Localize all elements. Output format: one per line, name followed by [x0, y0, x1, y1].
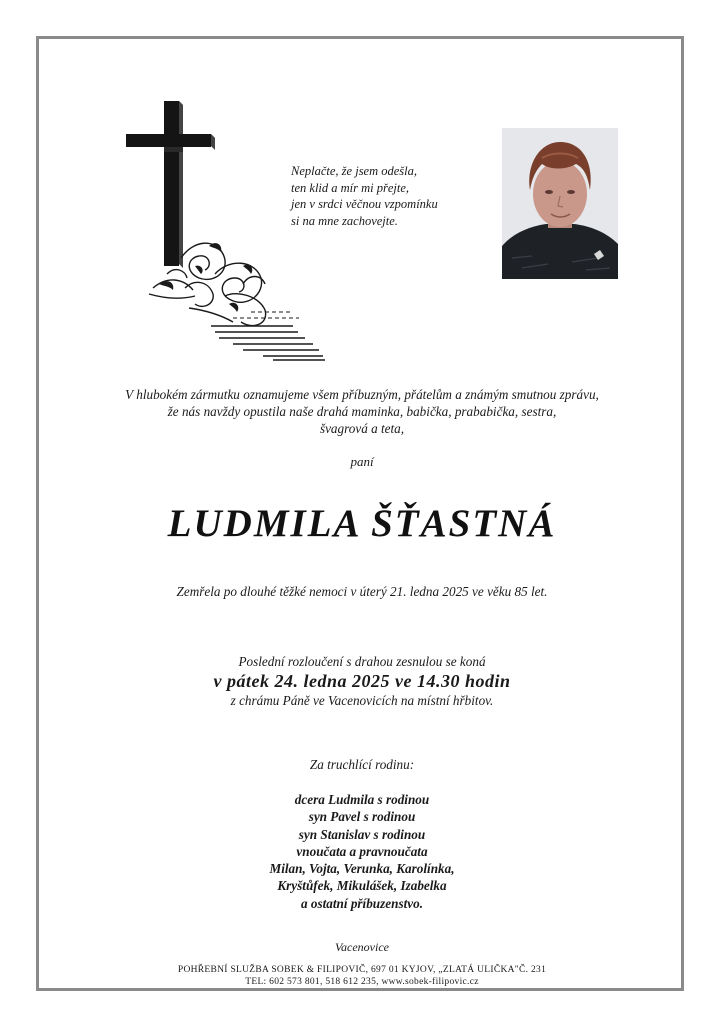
mourner-line: vnoučata a pravnoučata	[296, 843, 428, 859]
mourner-line: a ostatní příbuzenstvo.	[300, 895, 423, 911]
announcement-line: že nás navždy opustila naše drahá maminka, babička, prababička, sestra,	[167, 404, 557, 419]
mourner-line: Milan, Vojta, Verunka, Karolínka,	[269, 861, 455, 877]
announcement-text	[40, 386, 684, 437]
announcement-line: V hlubokém zármutku oznamujeme všem příbuzným, přátelům a známým smutnou zprávu,	[125, 387, 599, 402]
poem-line: Neplačte, že jsem odešla,	[291, 164, 418, 178]
mourner-line: syn Stanislav s rodinou	[298, 826, 426, 842]
portrait-photo	[502, 128, 618, 279]
footer-contact: TEL: 602 573 801, 518 612 235, www.sobek-filipovic.cz	[245, 977, 479, 987]
mourner-line: syn Pavel s rodinou	[308, 809, 416, 825]
poem-line: si na mne zachovejte.	[291, 213, 398, 228]
farewell-datetime: v pátek 24. ledna 2025 ve 14.30 hodin	[213, 671, 511, 691]
mourner-line: Kryštůfek, Mikulášek, Izabelka	[277, 878, 447, 894]
place-name: Vacenovice	[335, 940, 389, 954]
mourners-list	[40, 791, 684, 912]
poem-line: ten klid a mír mi přejte,	[291, 180, 410, 195]
farewell-intro: Poslední rozloučení s drahou zesnulou se koná	[238, 654, 486, 669]
cross-with-roses-icon	[123, 98, 333, 363]
memorial-poem	[291, 163, 491, 229]
farewell-location: z chrámu Páně ve Vacenovicích na místní hřbitov.	[230, 693, 494, 708]
announcement-line: švagrová a teta,	[319, 421, 405, 436]
death-notice: Zemřela po dlouhé těžké nemoci v úterý 21. ledna 2025 ve věku 85 let.	[176, 584, 548, 599]
title-word: paní	[350, 454, 374, 469]
deceased-name: LUDMILA ŠŤASTNÁ	[167, 502, 557, 545]
mourner-line: dcera Ludmila s rodinou	[294, 792, 430, 807]
mourners-title: Za truchlící rodinu:	[309, 757, 415, 772]
footer-company: POHŘEBNÍ SLUŽBA SOBEK & FILIPOVIČ, 697 01 KYJOV, „ZLATÁ ULIČKA"Č. 231	[177, 965, 547, 975]
farewell-info	[40, 653, 684, 709]
poem-line: jen v srdci věčnou vzpomínku	[291, 197, 438, 211]
funeral-service-footer	[40, 964, 684, 988]
